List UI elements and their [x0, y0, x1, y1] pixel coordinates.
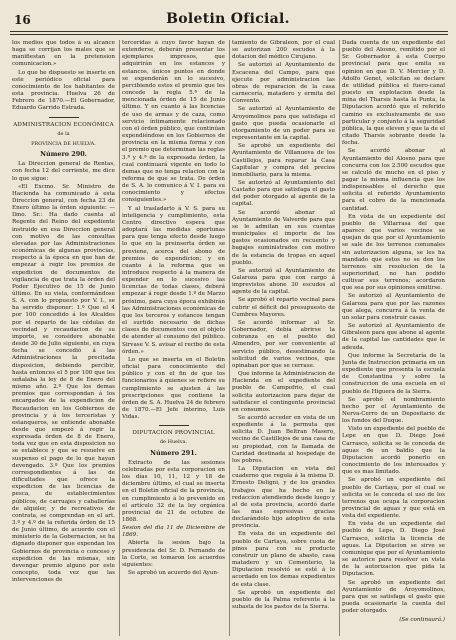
paragraph: Y al trasladarlo á V. S. para su inteligencia y cumplimiento, esta Centro directivo espera que adoptará las medidas oportunas para que tenga efecto desde luego lo que en la preinserta órden se previene, acerca del abono de premios de expendicion; y en cuanto á la reforma que se introduce respecto á la manera de expender en lo sucesivo las licencias de todas clases, deberá empezar á regir desde 1.º de Marzo próximo, para cuya época exhibirán las Administraciones económicas de que los terceros y estancos tengan el surtido necesario de dichas clases de documentos con el objeto de atender al consumo del público. Sirvase V. S. avisar el recibo de esta órden.» [122, 205, 225, 355]
paragraph: Visto un expediente del pueblo de Lepe en que D. Diego José Carrasco, solicita se le conceda de aguas de un baldío que la Diputacion acordó ponerlo en conocimiento de los interesados y que es mas limitado. [342, 426, 445, 476]
paragraph: En vista de un expediente del pueblo de Cartaya, sobre cuota de pinos para con su producto construir un plano de abasto, casa matadero y un Cementerio, la Diputacion resolvió se esté á lo acordado en los demas expedientes de esta clase. [232, 531, 335, 588]
page-title: Boletin Oficial. [166, 11, 290, 27]
paragraph: Abierta la sesion bajo la presidencia del Sr. D. Fernando de la Corte, se tomaron los acuerdos siguientes: [122, 540, 225, 568]
paragraph: La Direccion general de Rentas, con fecha 12 del corriente, me dice lo que sigue: [12, 161, 115, 182]
column-3 [232, 40, 335, 636]
paragraph: Se acordó informar al Sr. Gobernador, debía abrirse la cobranza en el pueblo del Almendro, por ser conveniente al servicio público, desestimando la solicitud de varios vecinos, que opinaban por que se cerrase. [232, 319, 335, 369]
paragraph: Se aprobó el nombramiento hecho por el Ayuntamiento de Nerva-Cerro de un Depositario de los fondos del Duque. [342, 396, 445, 425]
column-4 [342, 40, 445, 636]
notice-number: Número 291. [150, 448, 197, 457]
paragraph: Se autorizó al Ayuntamiento de Escacena del Campo, para que ejecute por administracion las obras de reparacion de la casa carnecería, matadero y ermita del Convento. [232, 62, 335, 105]
paragraph: Que informe la Secretaría de la Junta de Instruccion primaria en un expediente que presenta la escuela de Constantina y sobre la construccion de una escuela en el pueblo de Higuera de la Sierra. [342, 352, 445, 395]
paragraph: En vista de un expediente del pueblo de Lepe, D. Diego José Carrasco, solicita la licencia de aguas. La Diputacion se sirve se comunique que por el Ayuntamiento se autorice para resolver en vista de la autorizacion que pida la Diputacion. [342, 521, 445, 578]
column-1 [12, 40, 115, 636]
paragraph: Lo que se inserta en el Boletin oficial para conocimiento del público y con el fin de que los funcionarios á quienes se refiere su cumplimiento se ajusten á las prescripciones que contiene la órden de S. A. Huelva 24 de febrero de 1870.—El Jefe interino, Luis Vidas. [122, 356, 225, 421]
section-divider [159, 425, 189, 426]
paragraph: Lo que he dispuesto se inserte en este periódico oficial para conocimiento de los habitantes de esta provincia. Huelva 26 de Febrero de 1870.—El Gobernador, Eduardo Garrido Estrada. [12, 69, 115, 112]
paragraph: Se aprobó un expediente del Ayuntamiento de Villanueva de los Castillejos, para reparar la Casa Capitular y compra del precios inmobiliario, para la misma. [232, 143, 335, 178]
paragraph: La Diputacion en vista del cuaderno que regula á la misma D. Ernesto Deligni, y de los grandes trabajos que ha hecho en la redaccion atendiendo desde luego y al de esta provincia, acordó darle las mas espresivas gracias declarándolo hijo adoptivo de esta provincia. [232, 466, 335, 530]
paragraph: terceridas á cuyo favor hayan de extenderse, deberán presentar los ejemplares impresos, que adquirirán en los estancos y estancos, únicos puntos en donde se expenderán en lo sucesivo, percibiendo estos el premio que les concede la regla 5.ª de la mencionada órden de 15 de Junio último. Y en cuanto á las licencias de uso de armas y de caza, como servicio íntimamente relacionado con el órden público, que continúan expendiéndose en los Gobiernos de provincia en la misma forma y con el premio que determinan las reglas 3.ª y 4.ª de la expresada órden, la cual continuará vigente en todo lo demas que no tenga relacion con la reforma de que se trata. De órden de S. A. lo comunico á V. I. para su conocimiento y efectos consiguientes.» [122, 40, 225, 204]
section-subheading: de la [57, 130, 70, 137]
continued-note: (Se continuará.) [399, 617, 445, 624]
column-separator [229, 40, 230, 636]
paragraph: Se aprobó un acuerdo del Ayun- [128, 570, 219, 577]
paragraph: Se acordó abonar al Ayuntamiento del Alosno para que concurra con los 2.500 escudos que se calculó de mucho en el piso y pagar la misma influencia que los indispensables el derecho que solicita el referido Ayuntamiento para el cobro de la mencionada cantidad. [342, 148, 445, 212]
paragraph: Se autorizó al Ayuntamiento de Gibraleon para que abone al agente de la capital las cantidades que le adeuda. [342, 323, 445, 351]
paragraph: Se aprobó el reparto vecinal para cubrir el déficit del presupuesto de Cumbres Mayores. [232, 297, 335, 318]
paragraph: Se aprobó un expediente del pueblo de la Palma referente á la subasta de los pastos de la Sierra. [232, 589, 335, 611]
column-2 [122, 40, 225, 636]
text-columns [8, 40, 452, 636]
section-subheading: PROVINCIA DE HUELVA. [31, 140, 96, 147]
paragraph: Se autorizó al Ayuntamiento de Aroyomolinos para que satisfaga el gasto que pueda ocasionarle el otorgamiento de un poder para su representante en la capital. [232, 106, 335, 142]
paragraph: Se aprobó un expediente del Ayuntamiento de Aroyomolinos, para que se satisfaga el gasto que pueda ocasionarle la cuenta del poder otorgado. [342, 579, 445, 615]
page-number: 16 [14, 13, 31, 27]
session-date: Sesion del dia 11 de Diciembre de 1869. [122, 525, 225, 539]
paragraph: tamiento de Gibraleon, por el cual se autorizan 200 escudos á la dotacion del médico Cirujano. [232, 40, 335, 61]
paragraph: los medios que todos á su alcance haga se corrijan los males que se manifiestan en la pretension comunicacion.» [12, 40, 115, 68]
paragraph: Se autorizó al Ayuntamiento de Galaroza para que con cargo á imprevistos abone 30 escudos al agente de la capital. [232, 267, 335, 296]
paragraph: «El Excmo. Sr. Ministro de Hacienda ha comunicado á esta Direccion general, con fecha 23 de Enero último la órden siguiente: —Ilmo. Sr.: Ha dado cuenta al Regente del Reino del expediente instruido en esa Direccion general con motivo de las consultas elevadas por las Administraciones económicas de algunas provincias, respecto á la época en que han de empezar á regir los premios de expedicion de documentos de vigilancia de que trata la órden del Poder Ejecutivo de 15 de Junio último. En su vista, conformándose S. A. con lo propuesto por V. I., se ha servido disponer: 1.º Que el 4 por 100 concedido á los Alcaldes por el reparto de las cédulas de vecindad y recaudacion de su importe, se considere abonable desde 30 de Julio siguiente, en cuya fecha se concedió á las Administraciones la precitada disposicion, debiendo percibir, hasta entonces el 5 por 100 que les señalaba la ley de 8 de Enero del mismo año. 2.º Que los demas premios que correspondan á los encargados de la expendicion de Recaudacion en los Gobiernos de provincia y á los terceristas y estanqueros, se entiende abonable desde que empezó á regir la expresada órden de 8 de Enero, toda vez que en esta disposicion no se establece y que se resuelve en suspenso el pago de lo que hayan devengado. 3.º Que los premios correspondientes á las de dificultades que ofrece la expedicion de las licencias de pesca, de establecimientos públicos, de carruajes y caballerías de alquiler, y de recreativos de contrata, se comprendan en el art. 3.º y 4.º de la referida órden de 15 de Junio último, de acuerdo con el ministerio de la Gobernacion, se ha dignado disponer que expendan los Gobiernos de provincia o conceso y expedicion de las mismas, sin devengar premio alguno por este concepto, toda vez que las intervenciones de [12, 183, 115, 584]
column-separator [339, 40, 340, 636]
paragraph: En vista de un expediente del pueblo de Villarrasa del que aparece que varios vecinos se quejan de que por el Ayuntamiento se sale de los terrenos comunales sin autorizacion alguna, se les ha mandado que estos no se den los terrenos sin resolucion de la superioridad, no han podido cultivar sus terrenos; acordaron que sea por sus opiniones emitirse. [342, 213, 445, 292]
section-heading: DIPUTACION PROVINCIAL [132, 430, 215, 437]
paragraph: Se aprobó un expediente del pueblo de Cartaya, por el cual se solicita se le conceda el uso de los terrenos que ocupa la corporacion provincial de aguas y que está en vista del expediente. [342, 477, 445, 520]
header-rule-double [10, 34, 448, 35]
paragraph: Se autorizó al Ayuntamiento del Castaño para que satisfaga el gasto del poder otorgado al agente de la capital. [232, 179, 335, 208]
masthead [0, 0, 456, 40]
column-separator [119, 40, 120, 636]
paragraph: Se autorizó al Ayuntamiento de Galaroza para que por las razones que alega, concurra á la venta de un solar para construir casas. [342, 293, 445, 321]
section-divider [49, 117, 79, 118]
section-heading: ADMINISTRACION ECONÓMICA [13, 121, 114, 128]
paragraph: Se acordó acceder en vista de un expediente á la permuta que solicita D. Juan Beltran Masero, vecino de Castillejos de una casa de su propiedad, con la llamada de Caridad destinada al hospedaje de los pobres. [232, 414, 335, 464]
section-subheading: de Huelva. [159, 439, 188, 446]
paragraph: Extracto de las sesiones celebradas por esta corporacion en los días 10, 11, 12 y 18 de diciembre último, el cual se inserta en el Boletin oficial de la provincia, en cumplimiento á lo prevenido en el artículo 32 de la ley orgánica provincial de 21 de octubre de 1868. [122, 459, 225, 523]
paragraph: Que informe la Administracion de Hacienda en el expediente del pueblo de Campofrio, el cual solicita autorizacion para dejar de satisfacer el contingente provincial en consumos. [232, 371, 335, 413]
paragraph: Dada cuenta de un expediente del pueblo del Alosno, remitido por el Sr. Gobernador á esta Cuerpo provincial para que emita su opinion en que D. V. Mercier y D. Adolfo Genet, solicitan se declare de utilidad pública el fuero-canal puesto en explotacion desde la mina del Tharsis hasta la Punta, la Diputacion acordó que el referido camino es exclusivamente de uso particular y conjunto á la seguridad pública, la que eleven y que la de el citado Tharsis sobrante desde la fecha. [342, 40, 445, 147]
header-rule [10, 31, 448, 32]
notice-number: Número 290. [40, 150, 87, 159]
paragraph: Se acordó abonar al Ayuntamiento de Valverde para que se le admitan en sus cuentas municipales el importe de los gastos ocasionados en recuento y bagajes suministrados con motivo de la estancia de tropas en aquel pueblo. [232, 209, 335, 266]
